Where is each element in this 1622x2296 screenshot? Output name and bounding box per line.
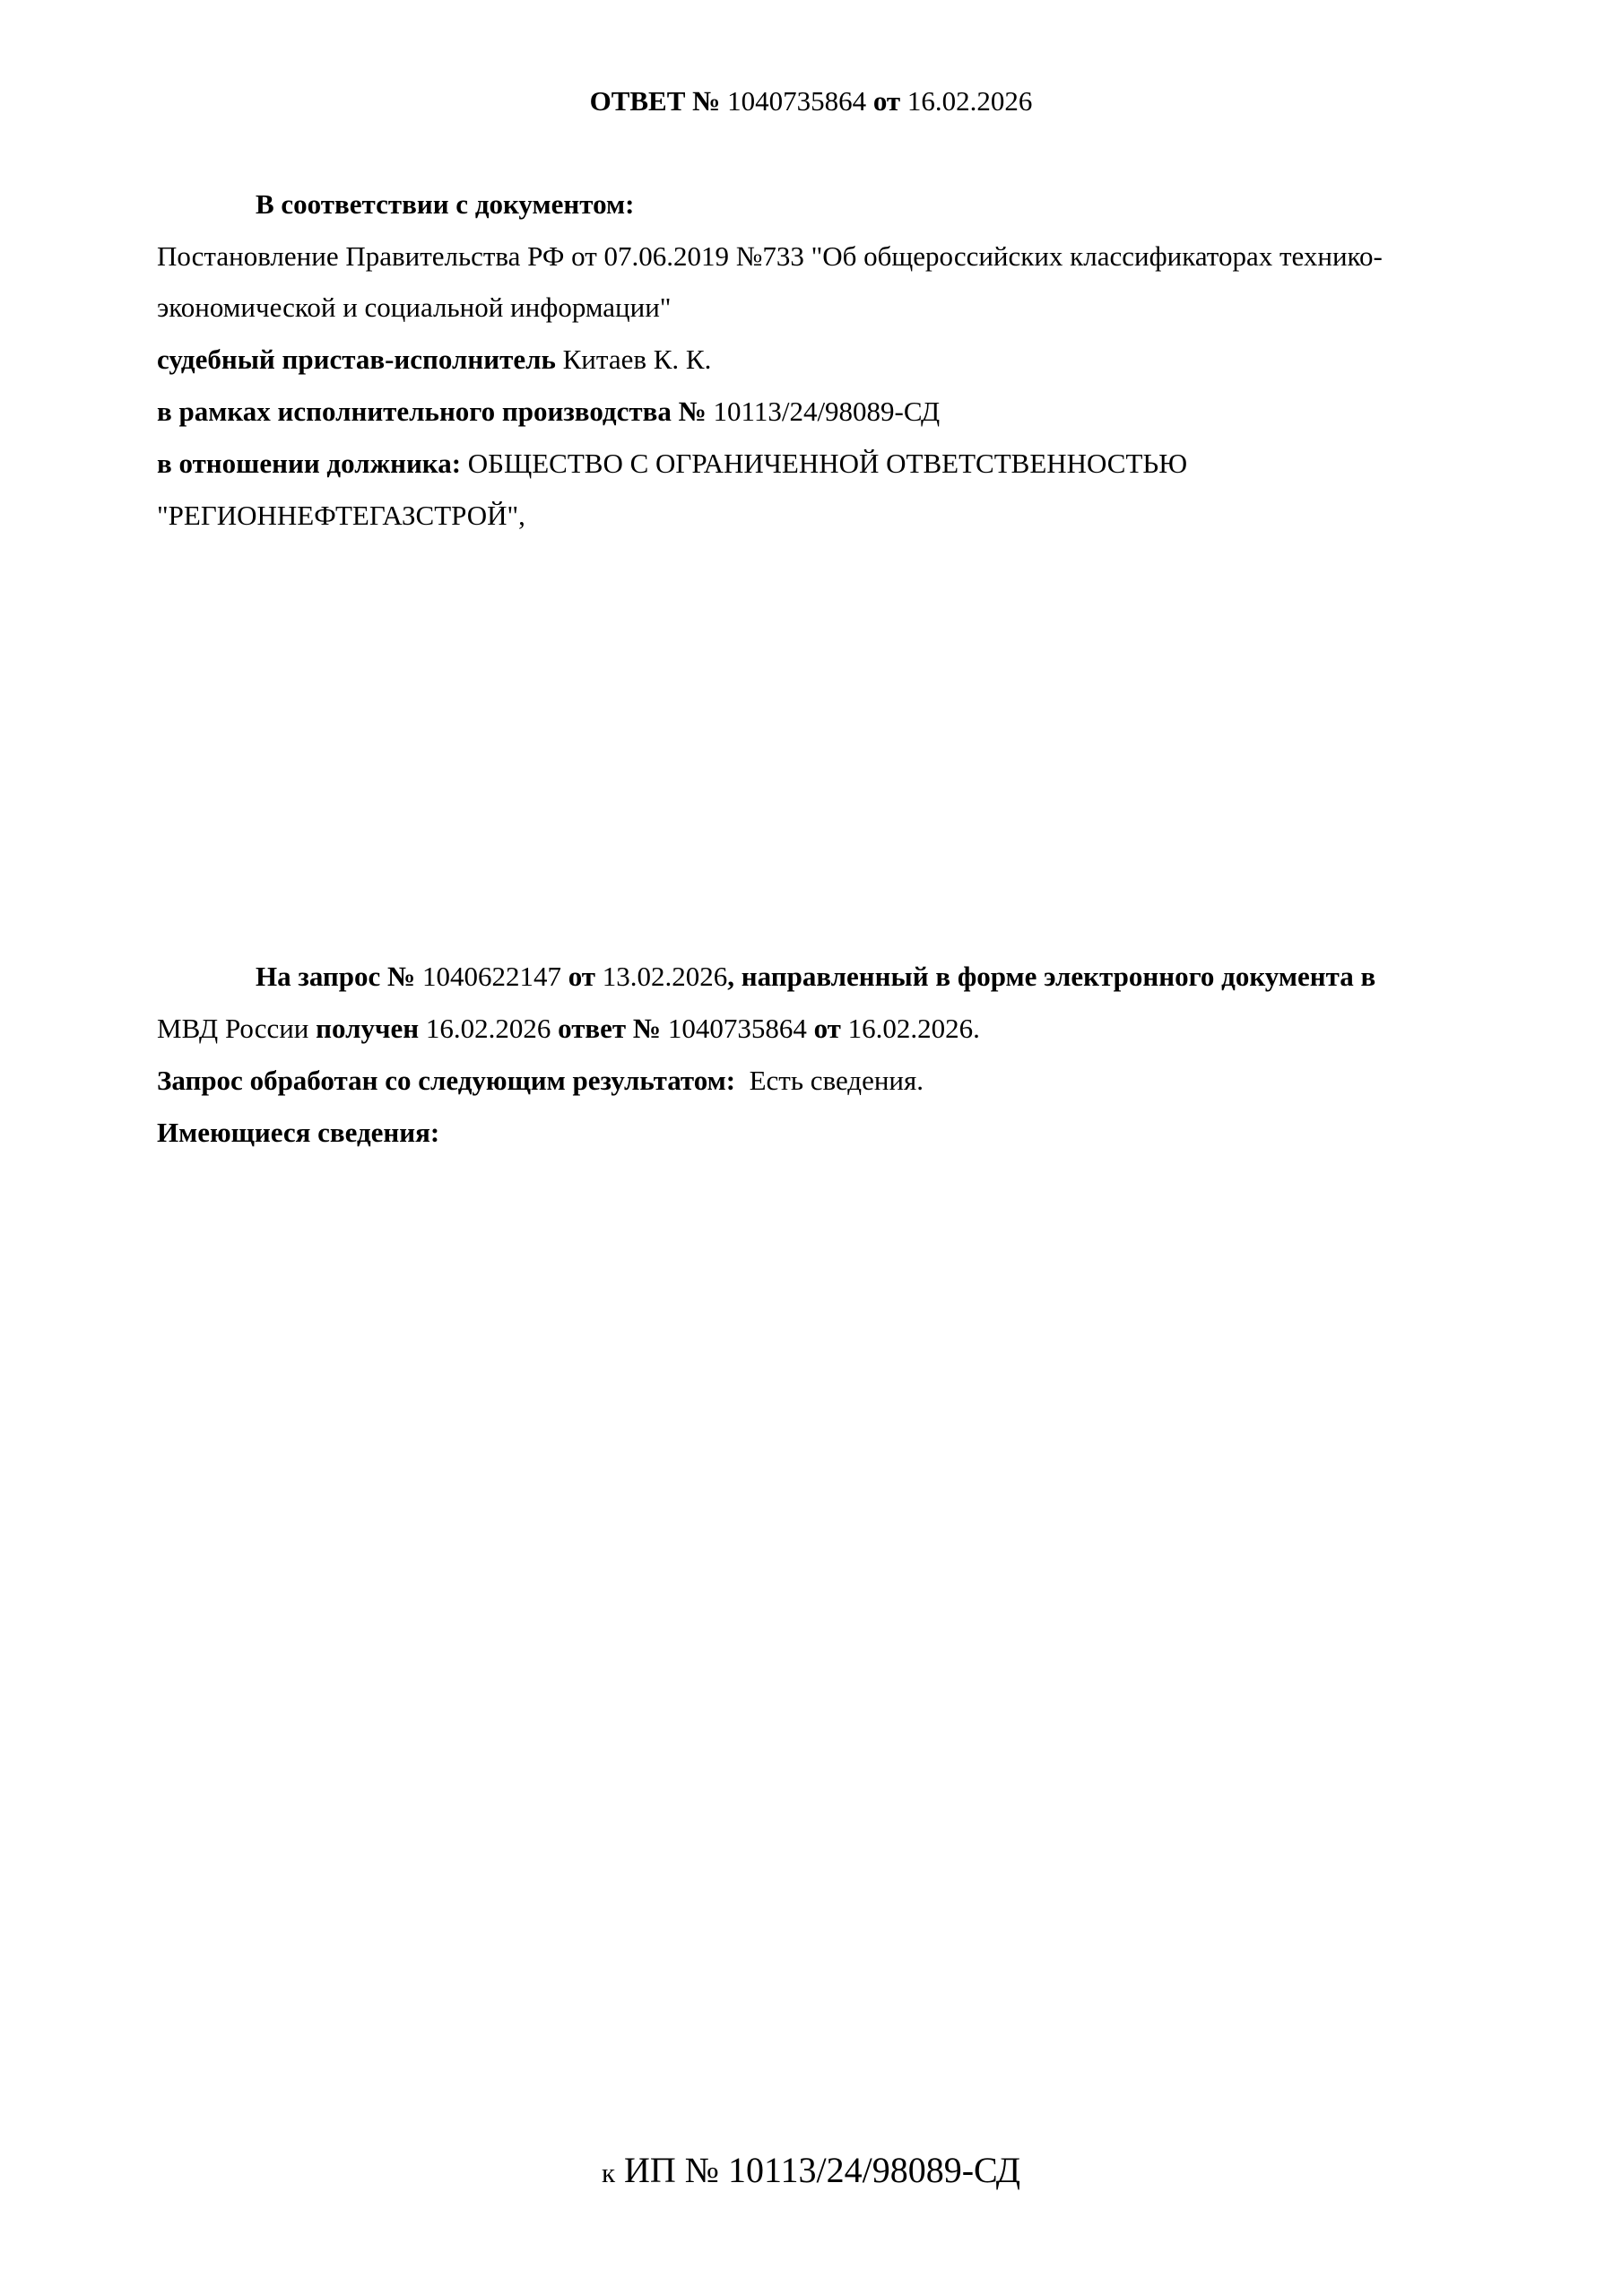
answer-number: 1040735864 bbox=[727, 85, 867, 117]
footer-prefix: к bbox=[601, 2157, 616, 2188]
document-title bbox=[0, 83, 1622, 119]
debtor-line2: "РЕГИОННЕФТЕГАЗСТРОЙ", bbox=[157, 500, 525, 531]
result-value: Есть сведения. bbox=[749, 1065, 924, 1096]
result-line bbox=[157, 1063, 924, 1099]
request-from-label: от bbox=[568, 961, 596, 992]
request-sent-text: , направленный в форме электронного документа в bbox=[727, 961, 1376, 992]
request-line2 bbox=[157, 1011, 980, 1047]
request-number: 1040622147 bbox=[421, 961, 561, 992]
request-label: На запрос № bbox=[256, 961, 416, 992]
request-date: 13.02.2026 bbox=[602, 961, 728, 992]
proceeding-number: 10113/24/98089-СД bbox=[713, 396, 941, 427]
debtor-name-part1: ОБЩЕСТВО С ОГРАНИЧЕННОЙ ОТВЕТСТВЕННОСТЬЮ bbox=[467, 448, 1188, 479]
response-label: ответ № bbox=[558, 1013, 662, 1044]
received-date: 16.02.2026 bbox=[425, 1013, 551, 1044]
answer-from-label: от bbox=[872, 85, 901, 117]
page-footer bbox=[0, 2148, 1622, 2196]
available-info-heading: Имеющиеся сведения: bbox=[157, 1117, 440, 1148]
basis-document-line1: Постановление Правительства РФ от 07.06.2019 №733 "Об общероссийских классификаторах технико- bbox=[157, 240, 1383, 272]
result-label: Запрос обработан со следующим результатом: bbox=[157, 1065, 736, 1096]
footer-text: ИП № 10113/24/98089-СД bbox=[624, 2150, 1021, 2190]
answer-date: 16.02.2026 bbox=[906, 85, 1033, 117]
bailiff-label: судебный пристав-исполнитель bbox=[157, 344, 556, 375]
bailiff-name: Китаев К. К. bbox=[562, 344, 712, 375]
response-number: 1040735864 bbox=[667, 1013, 807, 1044]
answer-label: ОТВЕТ № bbox=[589, 85, 721, 117]
debtor-line1 bbox=[157, 446, 1187, 482]
bailiff-line bbox=[157, 342, 711, 378]
response-date: 16.02.2026. bbox=[847, 1013, 980, 1044]
proceeding-label: в рамках исполнительного производства № bbox=[157, 396, 707, 427]
request-recipient: МВД России bbox=[157, 1013, 309, 1044]
request-line1 bbox=[256, 959, 1375, 995]
received-label: получен bbox=[316, 1013, 420, 1044]
proceeding-line bbox=[157, 394, 940, 430]
debtor-label: в отношении должника: bbox=[157, 448, 462, 479]
basis-heading: В соответствии с документом: bbox=[256, 188, 635, 220]
basis-document-line2: экономической и социальной информации" bbox=[157, 291, 672, 323]
response-from-label: от bbox=[813, 1013, 841, 1044]
